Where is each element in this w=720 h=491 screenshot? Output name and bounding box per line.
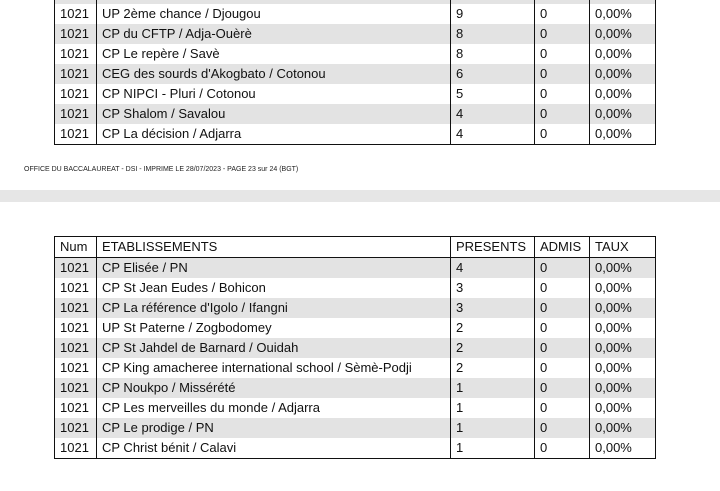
cell-admis: 0 (535, 438, 590, 459)
cell-num: 1021 (55, 318, 97, 338)
cell-etablissement: CP Le prodige / PN (97, 418, 451, 438)
cell-presents: 1 (451, 418, 535, 438)
cell-taux: 0,00% (590, 24, 656, 44)
cell-admis: 0 (535, 124, 590, 145)
cell-etablissement: CP Les merveilles du monde / Adjarra (97, 398, 451, 418)
cell-admis: 0 (535, 258, 590, 279)
table-row (55, 278, 656, 298)
table-row (55, 24, 656, 44)
header-admis: ADMIS (535, 237, 590, 258)
table-row (55, 378, 656, 398)
cell-etablissement: UP 2ème chance / Djougou (97, 4, 451, 24)
table-row (55, 418, 656, 438)
table-row (55, 258, 656, 279)
cell-admis: 0 (535, 298, 590, 318)
cell-num: 1021 (55, 24, 97, 44)
table-row (55, 44, 656, 64)
table-row (55, 104, 656, 124)
cell-num: 1021 (55, 338, 97, 358)
cell-num: 1021 (55, 4, 97, 24)
cell-num: 1021 (55, 438, 97, 459)
header-etablissements: ETABLISSEMENTS (97, 237, 451, 258)
cell-taux: 0,00% (590, 4, 656, 24)
cell-presents: 9 (451, 4, 535, 24)
cell-admis: 0 (535, 338, 590, 358)
cell-admis: 0 (535, 418, 590, 438)
cell-num: 1021 (55, 84, 97, 104)
cell-taux: 0,00% (590, 124, 656, 145)
cell-taux: 0,00% (590, 378, 656, 398)
cell-etablissement: CP Noukpo / Missérété (97, 378, 451, 398)
header-num: Num (55, 237, 97, 258)
cell-taux: 0,00% (590, 84, 656, 104)
document-page-top (0, 0, 720, 190)
cell-admis: 0 (535, 278, 590, 298)
results-table-continued (54, 0, 656, 145)
page-footer: OFFICE DU BACCALAUREAT - DSI - IMPRIME LE 28/07/2023 - PAGE 23 sur 24 (BGT) (24, 166, 299, 173)
cell-etablissement: CP NIPCI - Pluri / Cotonou (97, 84, 451, 104)
cell-taux: 0,00% (590, 64, 656, 84)
cell-presents: 4 (451, 258, 535, 279)
cell-num: 1021 (55, 104, 97, 124)
cell-num: 1021 (55, 44, 97, 64)
cell-taux: 0,00% (590, 398, 656, 418)
cell-presents: 2 (451, 358, 535, 378)
cell-etablissement: CEG des sourds d'Akogbato / Cotonou (97, 64, 451, 84)
cell-admis: 0 (535, 84, 590, 104)
table-row (55, 338, 656, 358)
table-row (55, 358, 656, 378)
cell-admis: 0 (535, 4, 590, 24)
cell-etablissement: CP St Jean Eudes / Bohicon (97, 278, 451, 298)
cell-taux: 0,00% (590, 298, 656, 318)
cell-presents: 2 (451, 318, 535, 338)
cell-taux: 0,00% (590, 338, 656, 358)
cell-admis: 0 (535, 378, 590, 398)
cell-presents: 1 (451, 438, 535, 459)
cell-presents: 3 (451, 298, 535, 318)
cell-num: 1021 (55, 258, 97, 279)
cell-num: 1021 (55, 278, 97, 298)
cell-taux: 0,00% (590, 278, 656, 298)
cell-taux: 0,00% (590, 258, 656, 279)
cell-taux: 0,00% (590, 438, 656, 459)
cell-num: 1021 (55, 418, 97, 438)
document-page-bottom (0, 202, 720, 491)
cell-admis: 0 (535, 104, 590, 124)
cell-taux: 0,00% (590, 44, 656, 64)
cell-etablissement: CP Shalom / Savalou (97, 104, 451, 124)
table-row (55, 64, 656, 84)
cell-taux: 0,00% (590, 418, 656, 438)
table-row (55, 438, 656, 459)
cell-taux: 0,00% (590, 358, 656, 378)
table-row (55, 4, 656, 24)
table-header-row (55, 237, 656, 258)
page-separator (0, 190, 720, 202)
cell-admis: 0 (535, 358, 590, 378)
table-row (55, 124, 656, 145)
cell-presents: 2 (451, 338, 535, 358)
table-row (55, 398, 656, 418)
cell-presents: 8 (451, 44, 535, 64)
cell-presents: 8 (451, 24, 535, 44)
cell-etablissement: CP St Jahdel de Barnard / Ouidah (97, 338, 451, 358)
cell-num: 1021 (55, 378, 97, 398)
cell-etablissement: CP Elisée / PN (97, 258, 451, 279)
table-row (55, 298, 656, 318)
cell-admis: 0 (535, 64, 590, 84)
cell-etablissement: CP Christ bénit / Calavi (97, 438, 451, 459)
cell-num: 1021 (55, 298, 97, 318)
cell-num: 1021 (55, 358, 97, 378)
cell-admis: 0 (535, 398, 590, 418)
cell-etablissement: CP du CFTP / Adja-Ouèrè (97, 24, 451, 44)
cell-presents: 1 (451, 378, 535, 398)
table-row (55, 318, 656, 338)
cell-etablissement: CP La décision / Adjarra (97, 124, 451, 145)
cell-presents: 1 (451, 398, 535, 418)
cell-etablissement: UP St Paterne / Zogbodomey (97, 318, 451, 338)
cell-presents: 4 (451, 104, 535, 124)
cell-etablissement: CP King amacheree international school / Sèmè-Podji (97, 358, 451, 378)
cell-num: 1021 (55, 398, 97, 418)
table-row (55, 84, 656, 104)
cell-etablissement: CP Le repère / Savè (97, 44, 451, 64)
header-presents: PRESENTS (451, 237, 535, 258)
results-table (54, 236, 656, 459)
cell-taux: 0,00% (590, 104, 656, 124)
cell-admis: 0 (535, 44, 590, 64)
cell-num: 1021 (55, 64, 97, 84)
cell-presents: 4 (451, 124, 535, 145)
cell-presents: 3 (451, 278, 535, 298)
cell-num: 1021 (55, 124, 97, 145)
cell-admis: 0 (535, 24, 590, 44)
cell-presents: 6 (451, 64, 535, 84)
cell-admis: 0 (535, 318, 590, 338)
cell-taux: 0,00% (590, 318, 656, 338)
cell-presents: 5 (451, 84, 535, 104)
header-taux: TAUX (590, 237, 656, 258)
cell-etablissement: CP La référence d'Igolo / Ifangni (97, 298, 451, 318)
